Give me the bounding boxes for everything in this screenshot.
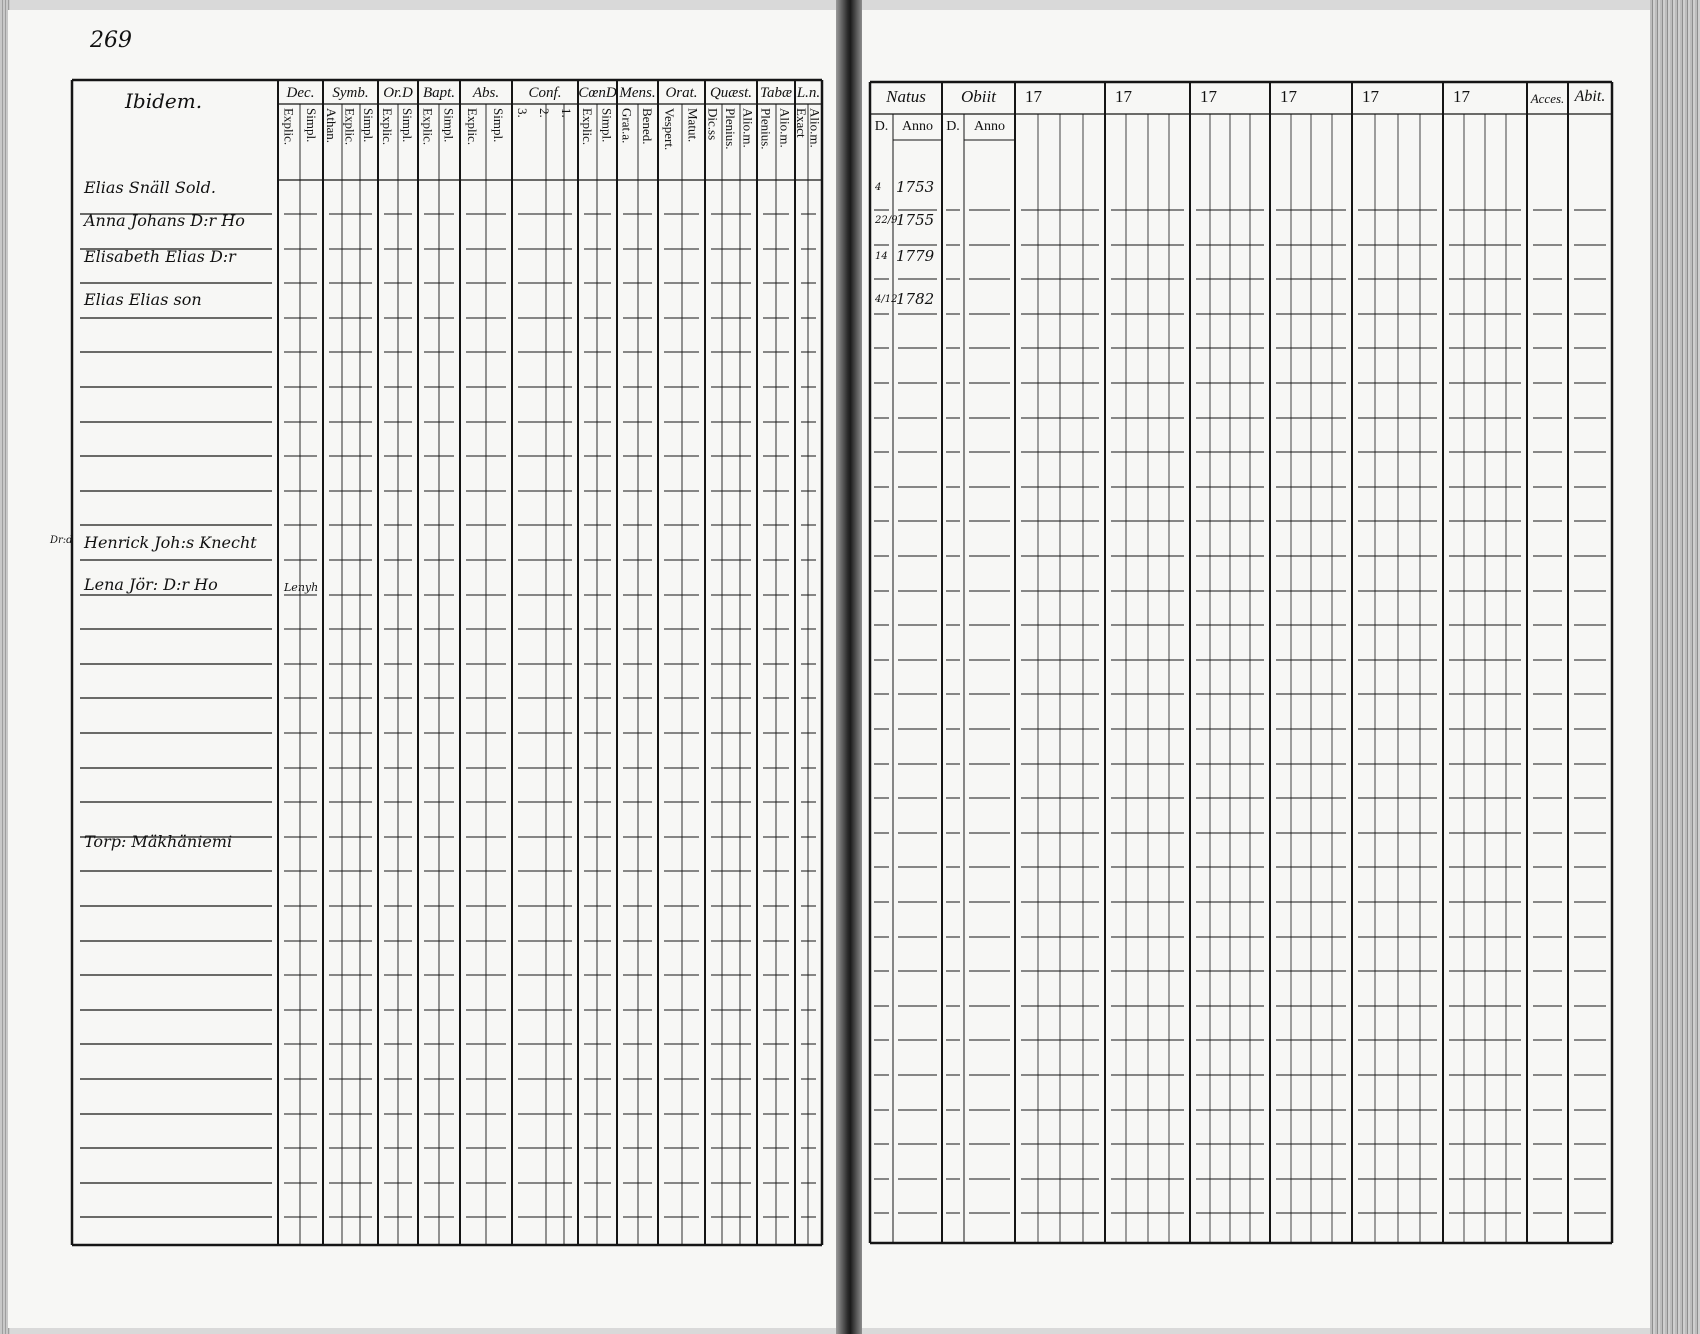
column-subheader: Athan. (324, 108, 340, 144)
column-subheader: 3. (515, 108, 530, 118)
column-subheader: Simpl. (441, 108, 457, 143)
birth-day: 14 (875, 251, 888, 262)
column-subheader: 1. (559, 108, 574, 118)
column-subheader: Simpl. (360, 108, 376, 143)
year-column-header: 17 (1280, 87, 1297, 106)
column-subheader: Explic. (380, 108, 395, 146)
register-entry-name: Elias Elias son (84, 290, 202, 309)
column-subheader: Simpl. (303, 108, 319, 143)
column-subheader: Exact (793, 108, 809, 138)
column-group-title: L.n. (796, 85, 821, 101)
register-entry-name: Torp: Mäkhäniemi (84, 832, 233, 851)
year-column-header: 17 (1115, 87, 1132, 106)
column-subheader: Matut. (685, 108, 701, 143)
register-entry-name: Elisabeth Elias D:r (84, 247, 236, 266)
column-subheader: Simpl. (491, 108, 506, 143)
natus-day-header: D. (874, 119, 889, 134)
margin-note: Dr:d (50, 535, 73, 546)
column-group-title: Symb. (332, 85, 369, 101)
column-subheader: Simpl. (599, 108, 615, 143)
year-column-header: 17 (1025, 87, 1042, 106)
column-subheader: Alio.m. (807, 108, 823, 148)
page-number: 269 (90, 28, 132, 53)
natus-anno-header: Anno (901, 119, 934, 134)
birth-year: 1753 (896, 178, 935, 196)
column-group-title: Or.D (383, 85, 413, 101)
year-column-header: 17 (1362, 87, 1379, 106)
column-subheader: Plenius. (723, 108, 738, 150)
column-group-title: Mens. (619, 85, 656, 101)
obiit-header: Obiit (961, 87, 996, 106)
column-subheader: 2. (537, 108, 552, 118)
column-subheader: Dic.ss (705, 108, 721, 141)
column-group-title: Tabæ (760, 85, 792, 101)
column-subheader: Grat.a. (619, 108, 635, 144)
section-heading: Ibidem. (125, 89, 203, 113)
obiit-day-header: D. (946, 119, 960, 134)
accessit-header: Acces. (1530, 91, 1565, 106)
register-entry-name: Elias Snäll Sold. (84, 178, 216, 197)
column-subheader: Explic. (342, 108, 358, 146)
register-entry-name: Henrick Joh:s Knecht (84, 533, 257, 552)
column-subheader: Plenius. (758, 108, 774, 150)
birth-year: 1782 (896, 290, 935, 308)
birth-year: 1755 (896, 211, 935, 229)
column-group-title: CœnD (578, 85, 617, 101)
year-column-header: 17 (1200, 87, 1217, 106)
birth-day: 4/12 (875, 294, 898, 305)
column-subheader: Bened. (639, 108, 655, 145)
column-subheader: Vespert. (661, 108, 677, 151)
column-subheader: Alio.m. (777, 108, 793, 148)
column-subheader: Explic. (465, 108, 480, 146)
column-subheader: Alio.m. (740, 108, 756, 148)
column-group-title: Abs. (472, 85, 500, 101)
column-group-title: Quæst. (709, 85, 753, 101)
birth-day: 22/9 (875, 215, 898, 226)
birth-day: 4 (875, 182, 882, 193)
register-entry-name: Anna Johans D:r Ho (84, 211, 245, 230)
column-group-title: Bapt. (422, 85, 456, 101)
column-subheader: Explic. (281, 108, 297, 146)
column-subheader: Simpl. (400, 108, 415, 143)
register-entry-name: Lena Jör: D:r Ho (84, 575, 218, 594)
year-column-header: 17 (1453, 87, 1470, 106)
birth-year: 1779 (896, 247, 935, 265)
column-group-title: Conf. (528, 85, 562, 101)
column-group-title: Dec. (286, 85, 315, 101)
column-group-title: Orat. (665, 85, 698, 101)
natus-header: Natus (886, 87, 926, 106)
abiit-header: Abit. (1574, 88, 1606, 105)
entry-note: Lenyh (284, 581, 319, 594)
obiit-anno-header: Anno (973, 119, 1006, 134)
column-subheader: Explic. (420, 108, 436, 146)
column-subheader: Explic. (579, 108, 595, 146)
